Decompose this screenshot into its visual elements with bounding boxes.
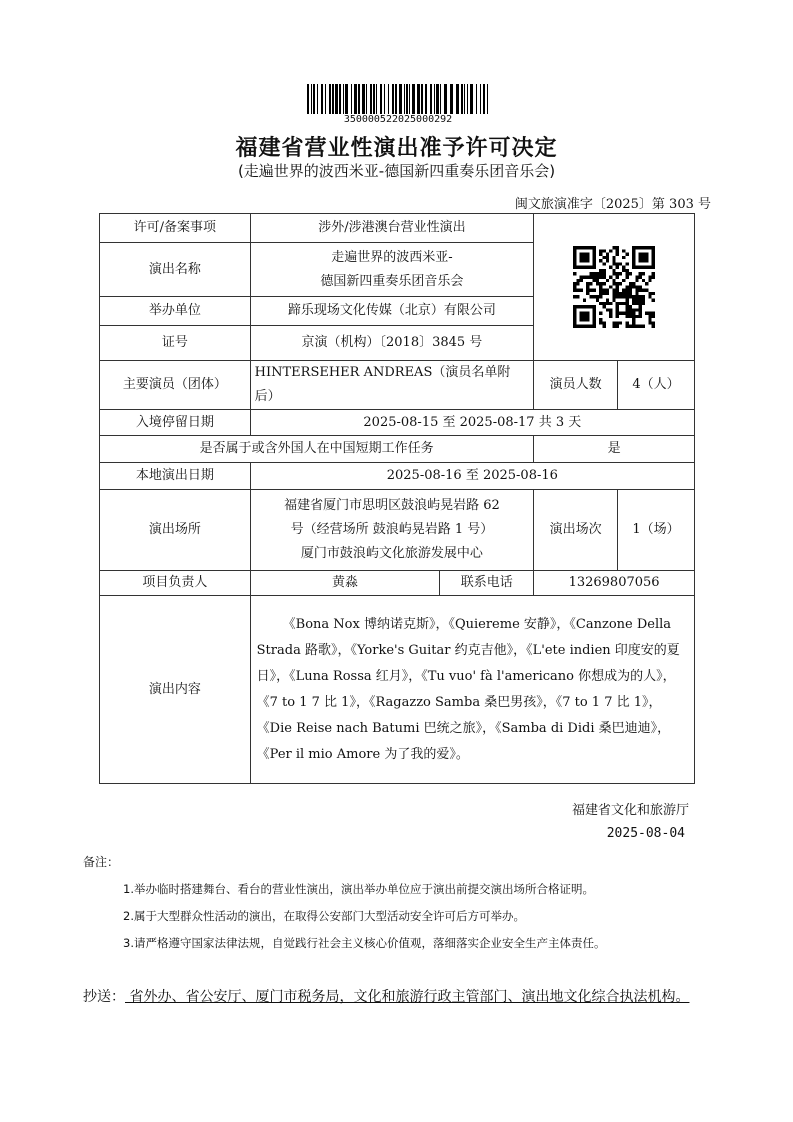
value-license: 京演（机构）〔2018〕3845 号 <box>250 326 534 361</box>
issuer: 福建省文化和旅游厅 <box>571 803 689 818</box>
show-name-line-1: 走遍世界的波西米亚- <box>331 249 453 265</box>
row-stay <box>100 410 695 436</box>
row-manager <box>100 571 695 596</box>
qr-code <box>573 246 655 328</box>
document-number: 闽文旅演准字〔2025〕第 303 号 <box>514 197 711 212</box>
value-permit-type: 涉外/涉港澳台营业性演出 <box>250 214 534 243</box>
value-venue <box>250 490 534 571</box>
label-permit-type: 许可/备案事项 <box>100 214 251 243</box>
document-subtitle: (走遍世界的波西米亚-德国新四重奏乐团音乐会) <box>237 162 556 180</box>
show-name-line-2: 德国新四重奏乐团音乐会 <box>320 273 464 289</box>
label-venue: 演出场所 <box>100 490 251 571</box>
value-performers: HINTERSEHER ANDREAS（演员名单附后） <box>250 361 534 410</box>
note-2: 2.属于大型群众性活动的演出，在取得公安部门大型活动安全许可后方可举办。 <box>123 909 525 923</box>
label-content: 演出内容 <box>100 596 251 784</box>
document-title: 福建省营业性演出准予许可决定 <box>235 136 558 161</box>
value-content: 《Bona Nox 博纳诺克斯》，《Quiereme 安静》，《Canzone Della Strada 路歌》，《Yorke's Guitar 约克吉他》，《L'ete indien 印度安的夏日》，《Luna Rossa 红月》，《Tu vuo' fà l'americano 你想成为的人》，《7 to 1 7 比 1》，《Ragazzo Samba 桑巴男孩》，《7 to 1 7 比 1》，《Die Reise nach Batumi 巴统之旅》，《Samba di Didi 桑巴迪迪》，《Per il mio Amore 为了我的爱》。 <box>250 596 694 784</box>
issue-date: 2025-08-04 <box>606 826 685 841</box>
value-foreign-work: 是 <box>534 436 695 463</box>
barcode <box>305 84 491 114</box>
venue-line-2: 号（经营场所 鼓浪屿晃岩路 1 号） <box>290 522 494 537</box>
label-phone: 联系电话 <box>440 571 534 596</box>
value-local-dates: 2025-08-16 至 2025-08-16 <box>250 463 694 490</box>
label-organizer: 举办单位 <box>100 297 251 326</box>
row-performers <box>100 361 695 410</box>
cc-recipients: 省外办、省公安厅、厦门市税务局，文化和旅游行政主管部门、演出地文化综合执法机构。 <box>125 989 690 1005</box>
notes-label: 备注： <box>83 855 120 869</box>
row-permit-type <box>100 214 695 243</box>
label-show-count: 演出场次 <box>534 490 618 571</box>
cc-line <box>83 985 713 1010</box>
barcode-number: 350000522025000292 <box>343 114 453 125</box>
qr-code-cell <box>534 214 695 361</box>
row-venue <box>100 490 695 571</box>
permit-table <box>99 213 695 784</box>
value-stay: 2025-08-15 至 2025-08-17 共 3 天 <box>250 410 694 436</box>
label-manager: 项目负责人 <box>100 571 251 596</box>
venue-line-3: 厦门市鼓浪屿文化旅游发展中心 <box>300 546 483 561</box>
venue-line-1: 福建省厦门市思明区鼓浪屿晃岩路 62 <box>284 498 500 513</box>
cc-label: 抄送： <box>83 989 125 1005</box>
value-performer-count: 4（人） <box>618 361 695 410</box>
label-performers: 主要演员（团体） <box>100 361 251 410</box>
row-content <box>100 596 695 784</box>
row-foreign-work <box>100 436 695 463</box>
value-show-count: 1（场） <box>618 490 695 571</box>
row-local-dates <box>100 463 695 490</box>
label-stay: 入境停留日期 <box>100 410 251 436</box>
note-3: 3.请严格遵守国家法律法规，自觉践行社会主义核心价值观，落细落实企业安全生产主体责任。 <box>123 936 606 950</box>
label-local-dates: 本地演出日期 <box>100 463 251 490</box>
label-show-name: 演出名称 <box>100 243 251 297</box>
value-organizer: 蹄乐现场文化传媒（北京）有限公司 <box>250 297 534 326</box>
label-foreign-work: 是否属于或含外国人在中国短期工作任务 <box>100 436 534 463</box>
value-manager: 黄淼 <box>250 571 440 596</box>
label-performer-count: 演员人数 <box>534 361 618 410</box>
note-1: 1.举办临时搭建舞台、看台的营业性演出，演出举办单位应于演出前提交演出场所合格证明。 <box>123 882 594 896</box>
value-phone: 13269807056 <box>534 571 695 596</box>
label-license: 证号 <box>100 326 251 361</box>
value-show-name <box>250 243 534 297</box>
